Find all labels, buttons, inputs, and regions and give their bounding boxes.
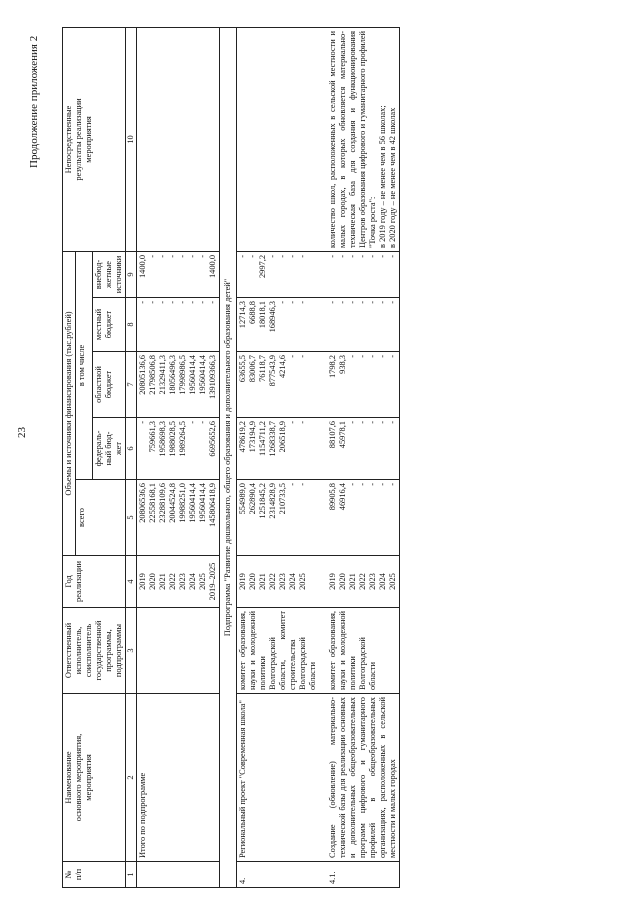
table-row-total (137, 27, 220, 887)
row4-regional: 63655,5 83006,7 76118,7 877543,9 4214,6 - - (237, 352, 320, 418)
row4-federal: 478619,2 173194,9 1154711,2 1268338,7 206518,9 - - (237, 418, 320, 480)
row41-federal: 88107,6 45978,1 - - - - - (327, 418, 400, 480)
row4-number: 4. (237, 862, 320, 888)
table-row-4-1 (327, 27, 400, 887)
colnum-8: 8 (126, 298, 137, 352)
header-number: № п/п (63, 862, 126, 888)
header-year: Год реализации (63, 556, 126, 608)
colnum-1: 1 (126, 862, 137, 888)
row41-regional: 1798,2 938,3 - - - - - (327, 352, 400, 418)
row4-responsible: комитет образования, науки и молодежной политики Волгоградской области, комитет строительства Волгоградской области (237, 608, 320, 694)
row41-responsible: комитет образования, науки и молодежной политики Волгоградской области (327, 608, 400, 694)
subprogram-row (220, 27, 237, 887)
subprogram-title: Подпрограмма "Развитие дошкольного, общего образования и дополнительного образования детей" (220, 27, 237, 887)
header-local: местный бюджет (93, 298, 126, 352)
colnum-4: 4 (126, 556, 137, 608)
row41-extrabudget: - - - - - - - (327, 251, 400, 297)
row41-name: Создание (обновление) материально-технической базы для реализации основных и дополнительных общеобразовательных программ цифрового и гуманитарного профилей в общеобразовательных организациях, расположенных в сельской местности и малых городах (327, 694, 400, 862)
header-extrabudget: внебюд- жетные источники (93, 251, 126, 297)
header-funding: Объемы и источники финансирования (тыс.рублей) (63, 251, 76, 555)
page-number: 23 (16, 427, 28, 438)
funding-table (62, 27, 400, 888)
header-name: Наименование основного мероприятия, мероприятия (63, 694, 126, 862)
continuation-label: Продолжение приложения 2 (28, 35, 40, 168)
header-including: в том числе (76, 251, 93, 479)
row4-name: Региональный проект "Современная школа" (237, 694, 320, 862)
row41-number: 4.1. (327, 862, 400, 888)
row4-local: 12714,3 6688,8 18018,1 168946,3 - - - (237, 298, 320, 352)
row4-extrabudget: - - 2997,2 - - - - (237, 251, 320, 297)
header-results: Непосредственные результаты реализации мероприятия (63, 27, 126, 251)
row4-years: 2019 2020 2021 2022 2023 2024 2025 (237, 556, 320, 608)
row41-years: 2019 2020 2021 2022 2023 2024 2025 (327, 556, 400, 608)
row4-vsego: 554989,0 262890,4 1251845,2 2314828,9 210733,5 - - (237, 480, 320, 556)
total-regional: 20805136,6 21798506,8 21329411,3 18056496,3 17998986,5 19560414,4 19560414,4 139109366,3 (137, 352, 220, 418)
column-numbers-row (126, 27, 137, 887)
total-results (137, 27, 220, 251)
header-federal: федераль- ный бюд- жет (93, 418, 126, 480)
colnum-9: 9 (126, 251, 137, 297)
header-responsible: Ответственный исполнитель, соисполнитель государственной программы, подпрограммы (63, 608, 126, 694)
header-total: всего (76, 480, 126, 556)
row41-results: количество школ, расположенных в сельской местности и малых городах, в которых обновляется материально-техническая база для создания и функционирования Центров образования цифрового и гуманитарного профилей "Точка роста": в 2019 году – не менее чем в 56 школах; в 2020 году – не менее чем в 42 школах (327, 27, 400, 251)
total-federal: - 759661,3 1958698,3 1988028,5 1989264,5 - - 6695652,6 (137, 418, 220, 480)
colnum-7: 7 (126, 352, 137, 418)
total-vsego: 20806536,6 22558168,1 23288109,6 20044524,8 19988251,0 19560414,4 19560414,4 145806418,9 (137, 480, 220, 556)
total-extrabudget: 1400,0 - - - - - - 1400,0 (137, 251, 220, 297)
total-label: Итого по подпрограмме (137, 694, 220, 862)
funding-table-sheet (62, 28, 562, 888)
row41-local: - - - - - - - (327, 298, 400, 352)
row41-vsego: 89905,8 46916,4 - - - - - (327, 480, 400, 556)
colnum-10: 10 (126, 27, 137, 251)
table-row-4 (237, 27, 320, 887)
row4-results (237, 27, 320, 251)
total-local: - - - - - - - - (137, 298, 220, 352)
spacer-row (319, 27, 327, 887)
colnum-3: 3 (126, 608, 137, 694)
colnum-2: 2 (126, 694, 137, 862)
colnum-5: 5 (126, 480, 137, 556)
header-regional: областной бюджет (93, 352, 126, 418)
colnum-6: 6 (126, 418, 137, 480)
total-years: 2019 2020 2021 2022 2023 2024 2025 2019–2025 (137, 556, 220, 608)
